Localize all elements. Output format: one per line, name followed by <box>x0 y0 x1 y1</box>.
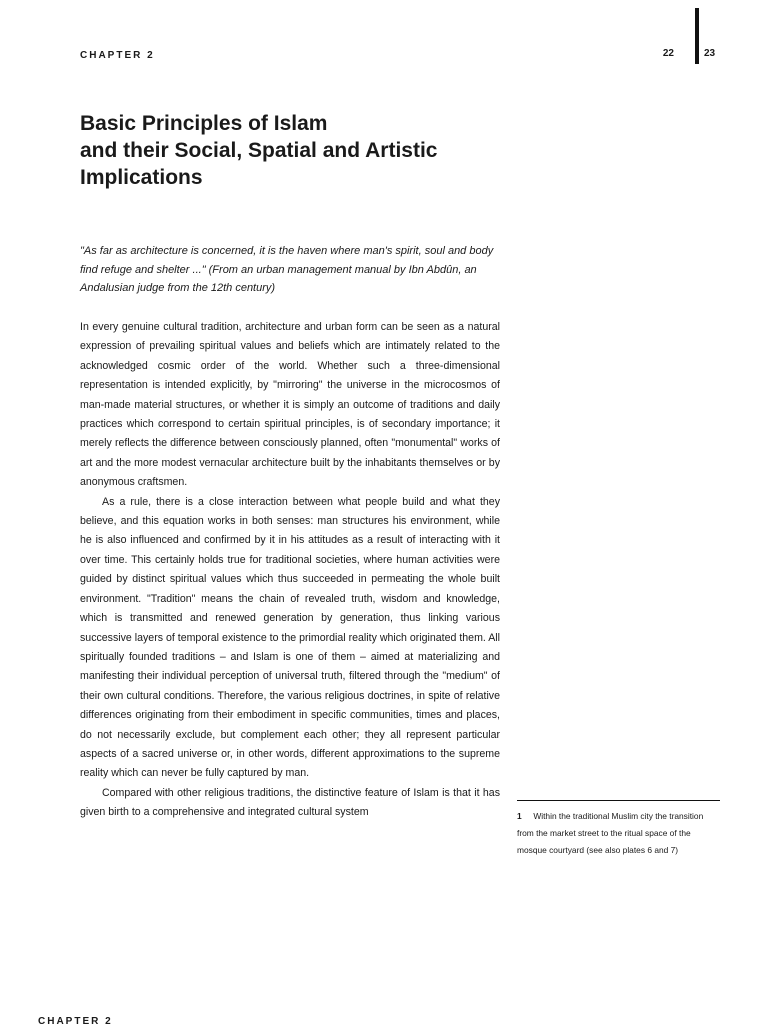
body-paragraph: As a rule, there is a close interaction between what people build and what they believe, and this equation works in both senses: man structures his environment, while he is also influenced and confirmed by it in his attitudes as a result of interacting with it over time. This certainly holds true for traditional societies, where human activities were guided by distinct spiritual values which thus succeeded in permeating the whole built environment. "Tradition" means the chain of revealed truth, wisdom and knowledge, which is transmitted and renewed generation by generation, thus linking various successive layers of temporal existence to the primordial reality which originated them. All spiritually founded traditions – and Islam is one of them – aimed at materializing and manifesting their individual perception of universal truth, filtered through the "medium" of their own cultural conditions. Therefore, the various religious doctrines, in spite of relative differences originating from their embodiment in specific communities, times and places, do not necessarily exclude, but complement each other; they all represent particular aspects of a sacred universe or, in other words, different approximations to the supreme reality which can never be fully captured by man. <box>80 495 500 780</box>
epigraph-quote: "As far as architecture is concerned, it is the haven where man's spirit, soul and body find refuge and shelter ..." (From an urban management manual by Ibn Abdûn, an Andalusian judge from the 12th century) <box>80 245 494 294</box>
chapter-title-line: Implications <box>80 166 203 189</box>
chapter-title-line: Basic Principles of Islam <box>80 112 328 135</box>
footer-chapter-label: CHAPTER 2 <box>38 1016 113 1027</box>
caption-text: Within the traditional Muslim city the transition from the market street to the ritual space of the mosque courtyard (see also plates 6 and 7) <box>517 811 704 855</box>
body-paragraph: Compared with other religious traditions, the distinctive feature of Islam is that it has given birth to a comprehensive and integrated cultural system <box>80 786 500 819</box>
caption-number: 1 <box>517 811 522 821</box>
running-head-chapter: CHAPTER 2 <box>80 50 155 61</box>
page-number-right: 23 <box>704 48 716 59</box>
figure-caption <box>517 800 720 859</box>
chapter-title-line: and their Social, Spatial and Artistic <box>80 139 438 162</box>
chapter-title <box>80 110 640 191</box>
page-divider-bar <box>695 8 699 64</box>
body-text <box>80 318 500 823</box>
body-paragraph: In every genuine cultural tradition, architecture and urban form can be seen as a natural expression of prevailing spiritual values and beliefs which are intimately related to the acknowledged cosmic order of the world. Whether such a three-dimensional representation is intended explicitly, by "mirroring" the universe in the microcosmos of man-made material structures, or whether it is simply an outcome of traditions and daily practices which correspond to certain spiritual principles, is of secondary importance; it merely reflects the difference between consciously planned, often "monumental" works of art and the more modest vernacular architecture built by the inhabitants themselves or by anonymous craftsmen. <box>80 321 500 489</box>
page-number-left: 22 <box>662 48 674 59</box>
